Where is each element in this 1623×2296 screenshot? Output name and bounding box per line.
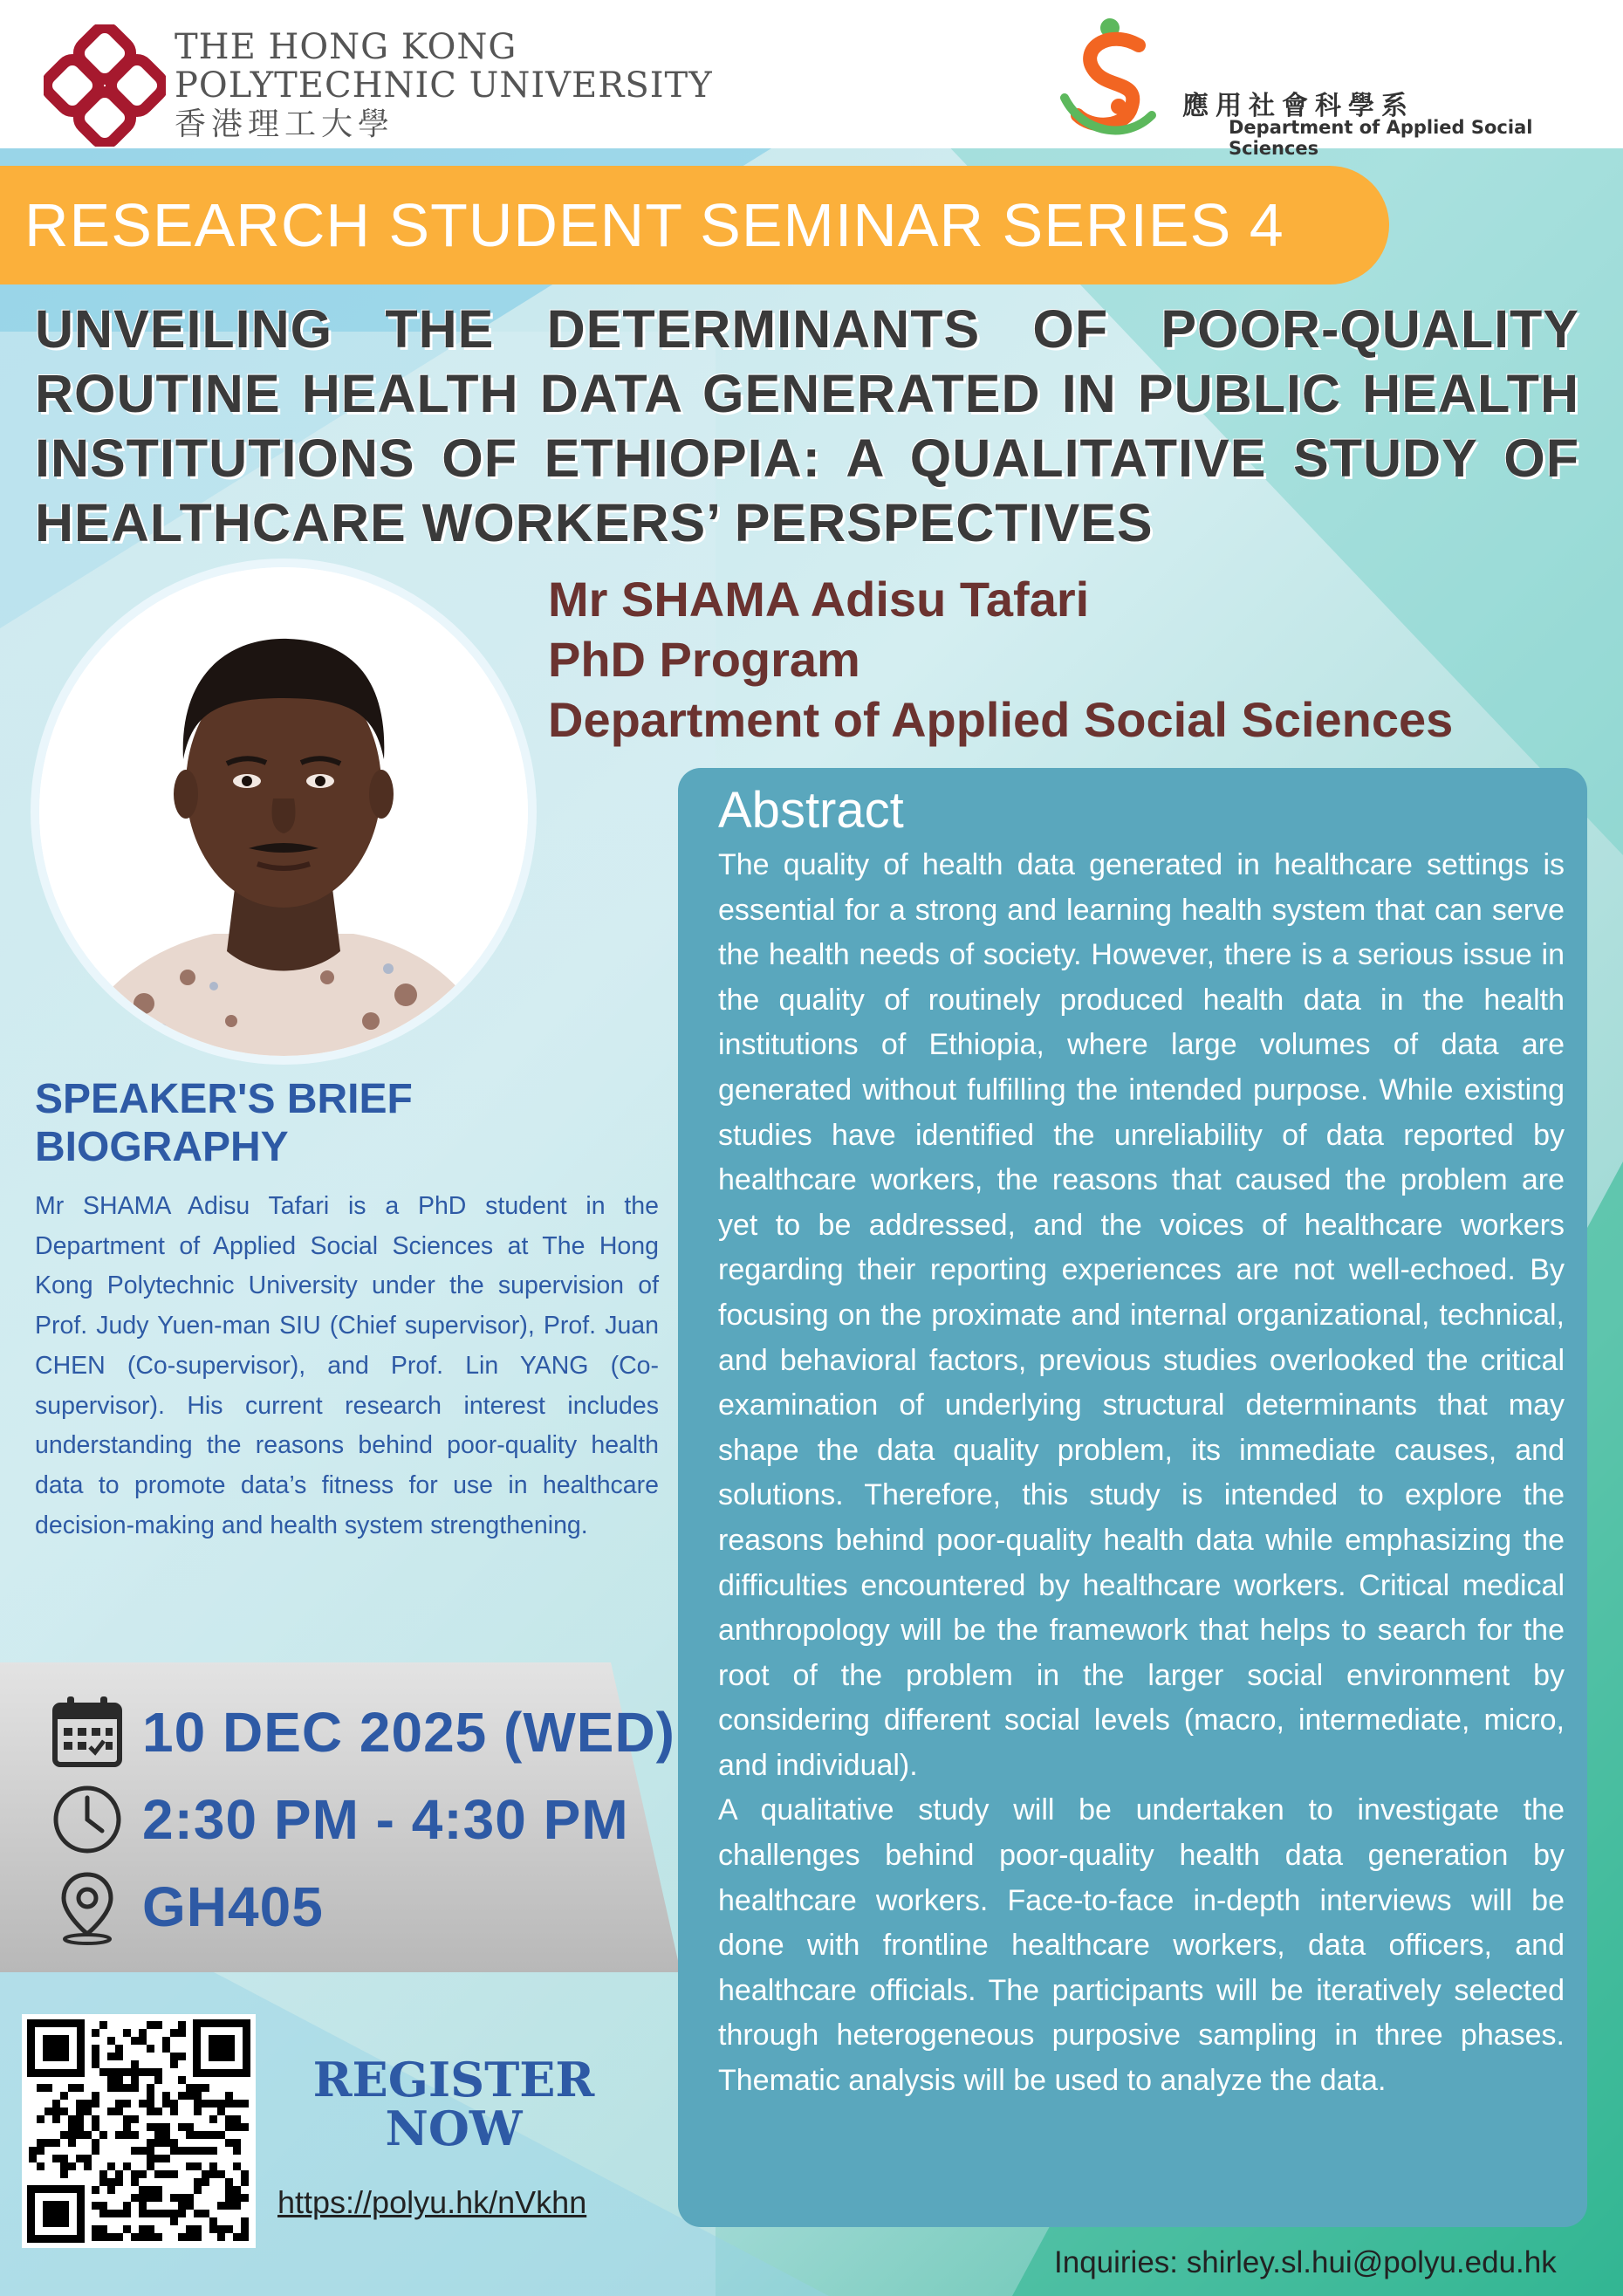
qr-module [84, 2100, 92, 2108]
qr-module [186, 2131, 194, 2139]
qr-module [147, 2084, 154, 2092]
qr-module [107, 2178, 115, 2186]
qr-module [225, 2186, 233, 2194]
qr-module [194, 2100, 202, 2108]
qr-module [115, 2084, 123, 2092]
qr-module [162, 2045, 170, 2053]
qr-module [92, 2115, 99, 2123]
qr-module [115, 2233, 123, 2241]
qr-module [99, 2233, 107, 2241]
qr-module [123, 2084, 131, 2092]
qr-module [107, 2076, 115, 2084]
qr-module [162, 2131, 170, 2139]
qr-module [147, 2123, 154, 2131]
qr-module [92, 2147, 99, 2155]
qr-module [123, 2210, 131, 2217]
qr-module [241, 2233, 249, 2241]
qr-module [209, 2131, 217, 2139]
qr-module [178, 2053, 186, 2060]
qr-module [147, 2194, 154, 2202]
qr-module [92, 2139, 99, 2147]
qr-module [194, 2108, 202, 2115]
qr-module [76, 2115, 84, 2123]
qr-module [170, 2210, 178, 2217]
qr-module [217, 2202, 225, 2210]
qr-module [147, 2139, 154, 2147]
qr-module [147, 2225, 154, 2233]
event-time: 2:30 PM - 4:30 PM [142, 1788, 629, 1851]
qr-module [37, 2139, 45, 2147]
qr-module [225, 2123, 233, 2131]
qr-module [209, 2115, 217, 2123]
qr-module [162, 2210, 170, 2217]
qr-module [115, 2100, 123, 2108]
register-label-line2: NOW [385, 2101, 523, 2156]
qr-module [139, 2147, 147, 2155]
qr-module [170, 2108, 178, 2115]
qr-module [92, 2233, 99, 2241]
qr-module [162, 2100, 170, 2108]
qr-module [147, 2155, 154, 2162]
qr-module [123, 2123, 131, 2131]
qr-module [233, 2186, 241, 2194]
qr-module [147, 2100, 154, 2108]
qr-module [76, 2100, 84, 2108]
seminar-title: UNVEILING THE DETERMINANTS OF POOR-QUALITY ROUTINE HEALTH DATA GENERATED IN PUBLIC HEALTH INSTITUTIONS OF ETHIOPIA: A QUALITATIVE STUDY OF HEALTHCARE WORKERS’ PERSPECTIVES [35, 299, 1579, 552]
qr-module [115, 2076, 123, 2084]
qr-module [233, 2115, 241, 2123]
qr-module [92, 2186, 99, 2194]
qr-module [84, 2162, 92, 2170]
qr-module [162, 2139, 170, 2147]
qr-module [115, 2178, 123, 2186]
qr-module [194, 2178, 202, 2186]
qr-module [107, 2068, 115, 2076]
qr-module [170, 2100, 178, 2108]
qr-module [233, 2162, 241, 2170]
speaker-portrait-icon [39, 567, 528, 1056]
qr-module [202, 2210, 209, 2217]
qr-module [37, 2147, 45, 2155]
qr-module [99, 2131, 107, 2139]
qr-module [209, 2170, 217, 2178]
polyu-name-line1: THE HONG KONG [175, 27, 517, 67]
qr-module [92, 2202, 99, 2210]
qr-module [154, 2233, 162, 2241]
polyu-name [175, 28, 713, 145]
qr-module [60, 2108, 68, 2115]
qr-module [60, 2162, 68, 2170]
qr-module [147, 2233, 154, 2241]
qr-module [194, 2147, 202, 2155]
qr-module [45, 2108, 52, 2115]
speaker-info [548, 569, 1453, 750]
qr-module [139, 2210, 147, 2217]
qr-module [131, 2178, 139, 2186]
qr-module [147, 2186, 154, 2194]
qr-module [154, 2155, 162, 2162]
qr-module [170, 2053, 178, 2060]
qr-module [209, 2225, 217, 2233]
qr-module [154, 2068, 162, 2076]
polyu-name-chinese: 香港理工大學 [175, 106, 395, 142]
qr-module [115, 2108, 123, 2115]
qr-module [186, 2225, 194, 2233]
qr-module [92, 2045, 99, 2053]
qr-module [241, 2217, 249, 2225]
qr-module [107, 2162, 115, 2170]
qr-module [52, 2139, 60, 2147]
qr-module [115, 2210, 123, 2217]
qr-module [217, 2170, 225, 2178]
qr-module [68, 2123, 76, 2131]
qr-module [115, 2068, 123, 2076]
qr-module [131, 2131, 139, 2139]
speaker-photo [39, 567, 528, 1056]
qr-module [60, 2155, 68, 2162]
qr-module [154, 2021, 162, 2029]
qr-module [99, 2210, 107, 2217]
registration-qr-code[interactable] [22, 2014, 256, 2248]
qr-module [154, 2194, 162, 2202]
qr-module [99, 2068, 107, 2076]
qr-module [107, 2108, 115, 2115]
event-date-row [48, 1693, 675, 1772]
qr-module [115, 2045, 123, 2053]
header [0, 0, 1623, 159]
qr-module [139, 2225, 147, 2233]
qr-module [194, 2210, 202, 2217]
qr-module [92, 2053, 99, 2060]
qr-module [37, 2084, 45, 2092]
qr-module [52, 2100, 60, 2108]
qr-module [154, 2170, 162, 2178]
dept-name-english: Department of Applied Social Sciences [1229, 117, 1533, 159]
qr-module [131, 2233, 139, 2241]
qr-module [178, 2092, 186, 2100]
qr-module [92, 2225, 99, 2233]
qr-module [154, 2210, 162, 2217]
qr-module [60, 2170, 68, 2178]
qr-module [139, 2233, 147, 2241]
qr-module [68, 2139, 76, 2147]
register-label-line1: REGISTER [312, 2052, 595, 2108]
qr-module [76, 2084, 84, 2092]
dass-logo-icon [1056, 10, 1178, 141]
qr-module [139, 2186, 147, 2194]
qr-module [115, 2170, 123, 2178]
qr-module [68, 2131, 76, 2139]
qr-module [170, 2217, 178, 2225]
registration-link[interactable]: https://polyu.hk/nVkhn [277, 2184, 587, 2220]
qr-module [76, 2123, 84, 2131]
qr-module [194, 2162, 202, 2170]
qr-module [115, 2131, 123, 2139]
qr-module [139, 2029, 147, 2037]
qr-module [131, 2060, 139, 2068]
qr-module [186, 2123, 194, 2131]
qr-module [178, 2029, 186, 2037]
qr-module [162, 2123, 170, 2131]
qr-module [162, 2037, 170, 2045]
qr-module [202, 2170, 209, 2178]
qr-module [131, 2115, 139, 2123]
qr-module [186, 2202, 194, 2210]
qr-module [241, 2170, 249, 2178]
dept-name-chinese: 應用社會科學系 [1182, 91, 1414, 121]
qr-module [52, 2155, 60, 2162]
qr-module [123, 2131, 131, 2139]
qr-module [154, 2186, 162, 2194]
qr-module [217, 2108, 225, 2115]
qr-module [233, 2233, 241, 2241]
qr-module [162, 2092, 170, 2100]
qr-module [37, 2115, 45, 2123]
qr-module [194, 2131, 202, 2139]
register-now-button[interactable] [305, 2052, 602, 2156]
qr-module [194, 2092, 202, 2100]
qr-module [123, 2115, 131, 2123]
qr-module [45, 2084, 52, 2092]
qr-module [139, 2170, 147, 2178]
qr-module [147, 2068, 154, 2076]
qr-module [209, 2147, 217, 2155]
location-pin-icon [48, 1868, 127, 1946]
qr-module [99, 2202, 107, 2210]
speaker-name: Mr SHAMA Adisu Tafari [548, 572, 1090, 627]
qr-module [147, 2108, 154, 2115]
qr-module [123, 2202, 131, 2210]
qr-module [178, 2233, 186, 2241]
qr-module [92, 2123, 99, 2131]
qr-module [233, 2202, 241, 2210]
qr-module [123, 2100, 131, 2108]
inquiries-contact[interactable]: Inquiries: shirley.sl.hui@polyu.edu.hk [1054, 2245, 1557, 2279]
qr-module [241, 2194, 249, 2202]
qr-module [60, 2092, 68, 2100]
qr-module [217, 2131, 225, 2139]
qr-module [29, 2155, 37, 2162]
qr-module [186, 2084, 194, 2092]
qr-module [225, 2225, 233, 2233]
abstract-paragraph-1: The quality of health data generated in healthcare settings is essential for a strong and learning health system that can serve the health needs of society. However, there is a serious issue in the quality of routinely produced health data in the health institutions of Ethiopia, where large volumes of data are generated without fulfilling the intended purpose. While existing studies have identified the unreliability of data reported by healthcare workers, the reasons that caused the problem are yet to be addressed, and the voices of healthcare workers regarding their reporting experiences are not well-echoed. By focusing on the proximate and internal organizational, technical, and behavioral factors, previous studies overlooked the critical examination of underlying structural determinants that may shape the data quality problem, its immediate causes, and solutions. Therefore, this study is intended to explore the reasons behind poor-quality health data while emphasizing the difficulties encountered by healthcare workers. Critical medical anthropology will be the framework that helps to search for the root of the problem in the larger social environment by considering different social levels (macro, intermediate, micro, and individual). [718, 848, 1565, 1782]
qr-module [52, 2115, 60, 2123]
qr-module [233, 2194, 241, 2202]
qr-module [225, 2100, 233, 2108]
abstract-paragraph-2: A qualitative study will be undertaken to investigate the challenges behind poor-quality health data generation by healthcare workers. Face-to-face in-depth interviews will be done with frontline healthcare workers, data officers, and healthcare officials. The participants will be iteratively selected through heterogeneous purposive sampling in three phases. Thematic analysis will be used to analyze the data. [718, 1793, 1565, 2098]
qr-module [99, 2178, 107, 2186]
series-banner-label: RESEARCH STUDENT SEMINAR SERIES 4 [24, 191, 1284, 259]
qr-module [92, 2092, 99, 2100]
qr-module [139, 2100, 147, 2108]
qr-module [131, 2076, 139, 2084]
qr-module [186, 2147, 194, 2155]
qr-module [186, 2092, 194, 2100]
qr-module [131, 2068, 139, 2076]
qr-module [154, 2139, 162, 2147]
qr-module [162, 2170, 170, 2178]
qr-module [241, 2225, 249, 2233]
qr-module [139, 2202, 147, 2210]
qr-module [123, 2029, 131, 2037]
polyu-logo-icon [44, 24, 166, 147]
qr-module [186, 2194, 194, 2202]
qr-module [170, 2029, 178, 2037]
qr-module [123, 2162, 131, 2170]
qr-module [68, 2084, 76, 2092]
qr-module [178, 2202, 186, 2210]
qr-module [154, 2076, 162, 2084]
qr-module [131, 2084, 139, 2092]
qr-module [178, 2021, 186, 2029]
qr-module [186, 2162, 194, 2170]
qr-module [233, 2139, 241, 2147]
qr-module [225, 2115, 233, 2123]
qr-module [178, 2076, 186, 2084]
qr-module [194, 2186, 202, 2194]
qr-module [139, 2194, 147, 2202]
event-venue: GH405 [142, 1875, 324, 1938]
polyu-name-line2: POLYTECHNIC UNIVERSITY [175, 65, 713, 106]
qr-module [225, 2178, 233, 2186]
clock-icon [48, 1780, 127, 1859]
qr-module [123, 2225, 131, 2233]
qr-module [170, 2139, 178, 2147]
qr-module [99, 2021, 107, 2029]
qr-module [233, 2100, 241, 2108]
qr-module [154, 2123, 162, 2131]
qr-module [170, 2170, 178, 2178]
qr-module [194, 2084, 202, 2092]
event-time-row [48, 1780, 629, 1859]
qr-module [241, 2100, 249, 2108]
calendar-icon [48, 1693, 127, 1772]
qr-module [52, 2108, 60, 2115]
qr-module [202, 2084, 209, 2092]
qr-module [147, 2045, 154, 2053]
qr-module [170, 2060, 178, 2068]
qr-module [84, 2131, 92, 2139]
qr-module [29, 2147, 37, 2155]
event-venue-row [48, 1868, 324, 1946]
speaker-department: Department of Applied Social Sciences [548, 692, 1454, 747]
qr-module [233, 2123, 241, 2131]
abstract-body [718, 843, 1565, 2104]
qr-module [202, 2178, 209, 2186]
qr-module [217, 2225, 225, 2233]
qr-module [202, 2147, 209, 2155]
bio-heading: SPEAKER'S BRIEF BIOGRAPHY [35, 1076, 413, 1170]
qr-module [178, 2123, 186, 2131]
qr-module [131, 2037, 139, 2045]
qr-module [45, 2139, 52, 2147]
qr-module [37, 2162, 45, 2170]
qr-module [131, 2170, 139, 2178]
qr-module [194, 2225, 202, 2233]
qr-module [76, 2108, 84, 2115]
qr-module [107, 2053, 115, 2060]
qr-module [178, 2194, 186, 2202]
qr-module [76, 2131, 84, 2139]
qr-module [202, 2100, 209, 2108]
qr-module [217, 2233, 225, 2241]
qr-module [170, 2194, 178, 2202]
qr-module [202, 2131, 209, 2139]
qr-module [107, 2210, 115, 2217]
qr-module [225, 2139, 233, 2147]
qr-module [76, 2155, 84, 2162]
qr-module [225, 2092, 233, 2100]
qr-code-icon [22, 2014, 256, 2248]
qr-module [92, 2060, 99, 2068]
qr-module [99, 2170, 107, 2178]
qr-module [170, 2147, 178, 2155]
qr-module [225, 2202, 233, 2210]
abstract-heading: Abstract [718, 782, 904, 839]
qr-module [115, 2053, 123, 2060]
qr-module [217, 2100, 225, 2108]
qr-module [99, 2225, 107, 2233]
qr-module [107, 2233, 115, 2241]
qr-module [139, 2037, 147, 2045]
qr-module [92, 2029, 99, 2037]
qr-module [178, 2210, 186, 2217]
qr-module [68, 2162, 76, 2170]
qr-module [131, 2194, 139, 2202]
bio-text: Mr SHAMA Adisu Tafari is a PhD student in the Department of Applied Social Sciences at The Hong Kong Polytechnic University under the supervision of Prof. Judy Yuen-man SIU (Chief supervisor), Prof. Juan CHEN (Co-supervisor), and Prof. Lin YANG (Co-supervisor). His current research interest includes understanding the reasons behind poor-quality health data to promote data’s fitness for use in healthcare decision-making and health system strengthening. [35, 1192, 659, 1539]
qr-module [84, 2108, 92, 2115]
qr-module [107, 2037, 115, 2045]
speaker-program: PhD Program [548, 632, 860, 687]
qr-module [107, 2084, 115, 2092]
qr-module [147, 2162, 154, 2170]
qr-module [233, 2147, 241, 2155]
qr-module [84, 2155, 92, 2162]
qr-module [209, 2100, 217, 2108]
qr-module [186, 2233, 194, 2241]
qr-module [131, 2147, 139, 2155]
event-date: 10 DEC 2025 (WED) [142, 1701, 675, 1764]
qr-module [209, 2217, 217, 2225]
qr-module [107, 2186, 115, 2194]
qr-module [225, 2194, 233, 2202]
qr-module [154, 2108, 162, 2115]
qr-module [178, 2147, 186, 2155]
qr-module [60, 2131, 68, 2139]
qr-module [147, 2092, 154, 2100]
qr-module [241, 2123, 249, 2131]
qr-module [154, 2131, 162, 2139]
qr-module [162, 2155, 170, 2162]
qr-module [123, 2068, 131, 2076]
qr-module [241, 2178, 249, 2186]
qr-module [147, 2147, 154, 2155]
qr-module [194, 2233, 202, 2241]
qr-module [68, 2115, 76, 2123]
qr-module [147, 2021, 154, 2029]
qr-module [92, 2100, 99, 2108]
qr-module [209, 2162, 217, 2170]
qr-module [139, 2068, 147, 2076]
qr-module [147, 2210, 154, 2217]
